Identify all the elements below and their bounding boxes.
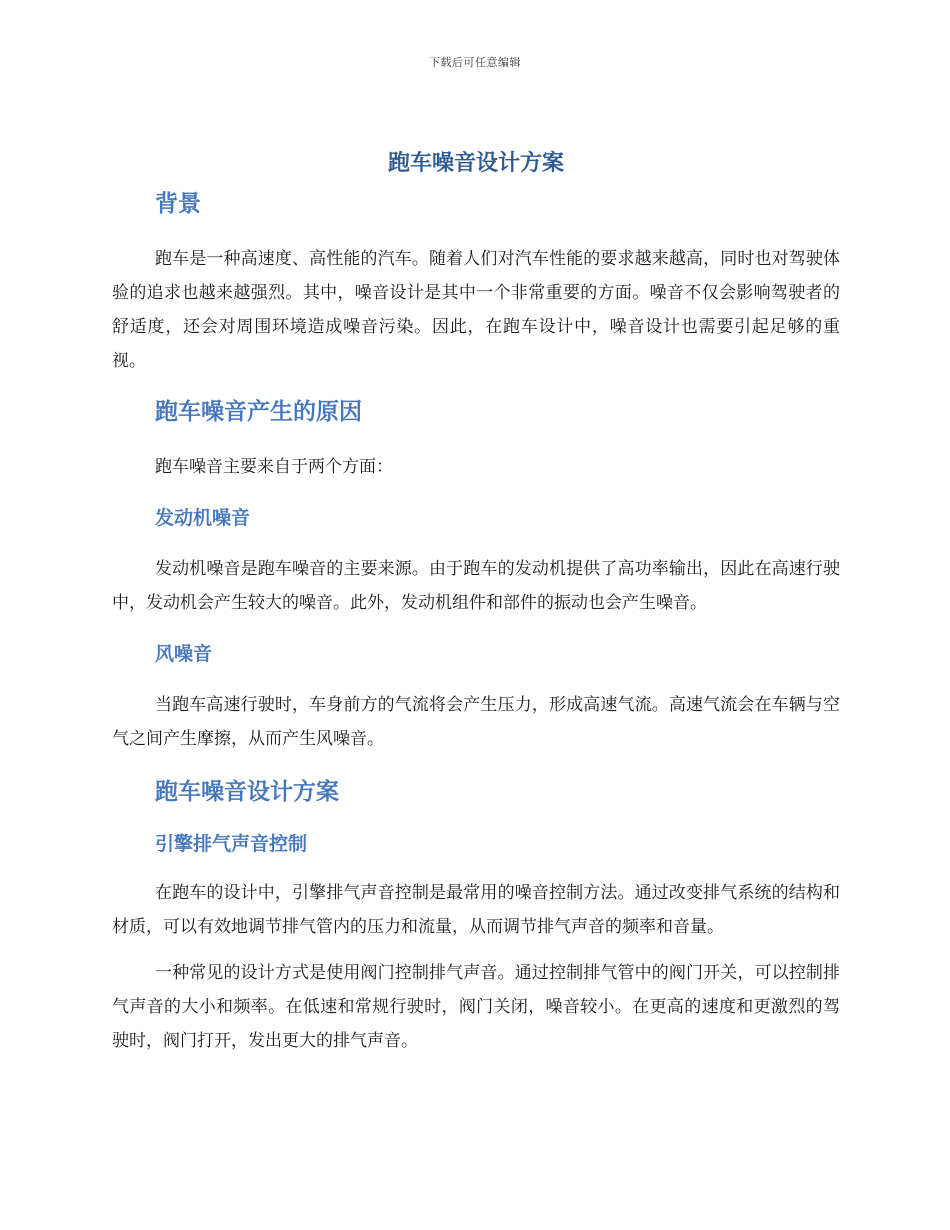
document-body bbox=[112, 146, 840, 1058]
header-note: 下载后可任意编辑 bbox=[429, 56, 521, 69]
document-title: 跑车噪音设计方案 bbox=[387, 151, 564, 176]
paragraph-exhaust-2: 一种常见的设计方式是使用阀门控制排气声音。通过控制排气管中的阀门开关，可以控制排气声音的大小和频率。在低速和常规行驶时，阀门关闭，噪音较小。在更高的速度和更激烈的驾驶时，阀门打开，发出更大的排气声音。 bbox=[112, 963, 840, 1051]
heading-exhaust-control: 引擎排气声音控制 bbox=[155, 833, 308, 855]
heading-causes: 跑车噪音产生的原因 bbox=[155, 399, 362, 425]
paragraph-exhaust-1: 在跑车的设计中，引擎排气声音控制是最常用的噪音控制方法。通过改变排气系统的结构和材质，可以有效地调节排气管内的压力和流量，从而调节排气声音的频率和音量。 bbox=[112, 883, 840, 937]
heading-wind-noise: 风噪音 bbox=[155, 643, 213, 665]
heading-design-plan: 跑车噪音设计方案 bbox=[155, 779, 339, 805]
heading-engine-noise: 发动机噪音 bbox=[155, 507, 251, 529]
heading-background: 背景 bbox=[155, 191, 201, 217]
paragraph-background: 跑车是一种高速度、高性能的汽车。随着人们对汽车性能的要求越来越高，同时也对驾驶体验的追求也越来越强烈。其中，噪音设计是其中一个非常重要的方面。噪音不仅会影响驾驶者的舒适度，还会对周围环境造成噪音污染。因此，在跑车设计中，噪音设计也需要引起足够的重视。 bbox=[112, 249, 840, 371]
paragraph-engine-noise: 发动机噪音是跑车噪音的主要来源。由于跑车的发动机提供了高功率输出，因此在高速行驶中，发动机会产生较大的噪音。此外，发动机组件和部件的振动也会产生噪音。 bbox=[112, 559, 840, 613]
paragraph-causes-intro: 跑车噪音主要来自于两个方面： bbox=[155, 457, 393, 477]
paragraph-wind-noise: 当跑车高速行驶时，车身前方的气流将会产生压力，形成高速气流。高速气流会在车辆与空气之间产生摩擦，从而产生风噪音。 bbox=[112, 695, 840, 749]
